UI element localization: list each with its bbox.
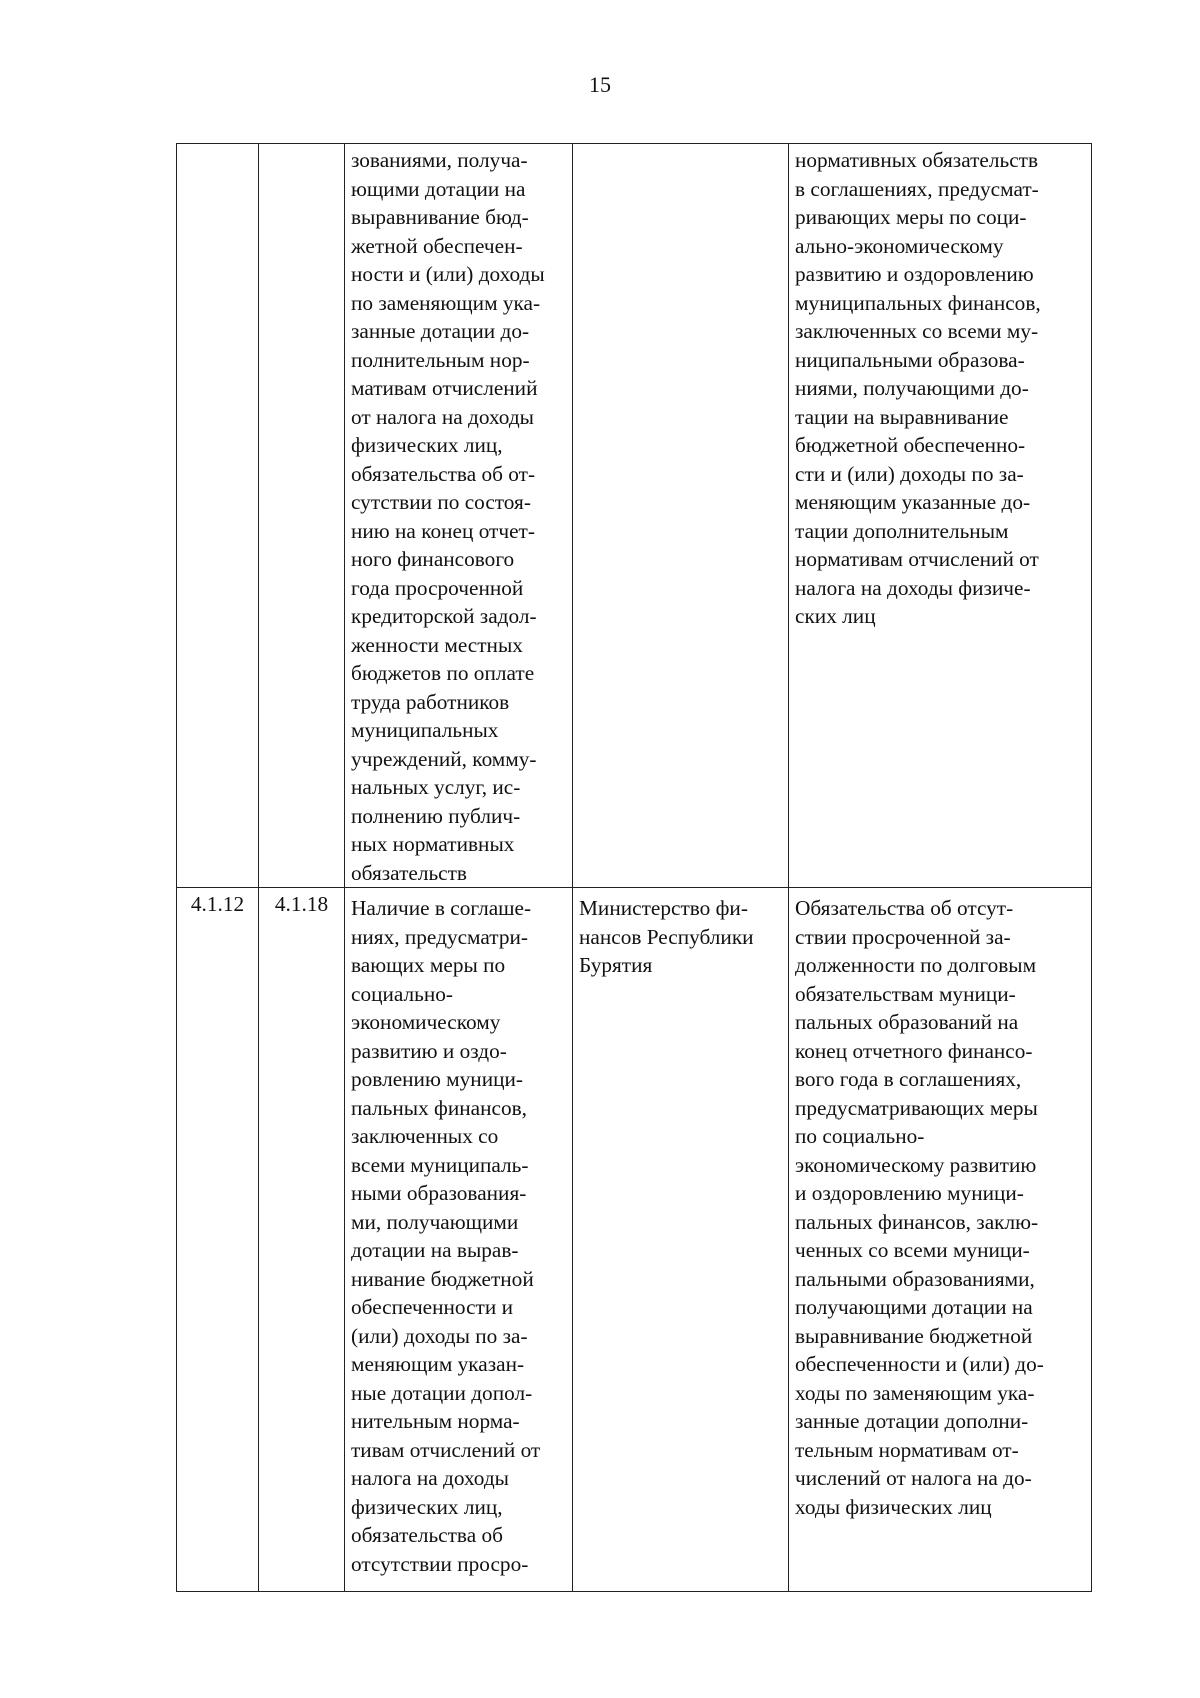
text-line: сутствии по состоя- bbox=[351, 490, 531, 514]
cell-ref-number: 4.1.18 bbox=[259, 888, 345, 1592]
text-line: вого года в соглашениях, bbox=[795, 1067, 1022, 1091]
text-line: полнению публич- bbox=[351, 803, 521, 828]
text-line: экономическому bbox=[351, 1010, 501, 1034]
text-line: обеспеченности и (или) до- bbox=[795, 1352, 1044, 1376]
text-line: ющими дотации на bbox=[351, 176, 526, 201]
text-line: ходы физических лиц bbox=[795, 1494, 992, 1519]
text-line: ствии просроченной за- bbox=[795, 924, 1011, 949]
text-line: в соглашениях, предусмат- bbox=[795, 176, 1039, 201]
text-line: меняющим указан- bbox=[351, 1352, 525, 1376]
text-line: муниципальных bbox=[351, 718, 499, 742]
text-line: нивание бюджетной bbox=[351, 1266, 534, 1291]
text-line: нительным норма- bbox=[351, 1409, 520, 1433]
text-line: дотации на вырав- bbox=[351, 1238, 519, 1262]
text-line: ные дотации допол- bbox=[351, 1380, 533, 1405]
text-line: Бурятия bbox=[579, 953, 653, 977]
cell-description bbox=[345, 144, 573, 888]
text-line: тации на выравнивание bbox=[795, 404, 1009, 429]
text-line: предусматривающих меры bbox=[795, 1095, 1038, 1120]
text-line: и оздоровлению муници- bbox=[795, 1181, 1024, 1205]
text-line: ми, получающими bbox=[351, 1209, 519, 1234]
text-line: пальными образованиями, bbox=[795, 1266, 1035, 1291]
cell-description bbox=[345, 888, 573, 1592]
table-row-4-1-12 bbox=[177, 888, 1092, 1592]
text-line: тивам отчислений от bbox=[351, 1437, 541, 1462]
text-line: ниями, получающими до- bbox=[795, 376, 1029, 400]
text-line: заключенных со всеми му- bbox=[795, 319, 1039, 343]
text-line: зованиями, получа- bbox=[351, 148, 528, 172]
text-line: меняющим указанные до- bbox=[795, 490, 1031, 514]
text-line: обязательства об от- bbox=[351, 461, 536, 486]
text-line: года просроченной bbox=[351, 575, 524, 600]
text-line: полнительным нор- bbox=[351, 347, 530, 372]
text-line: ности и (или) доходы bbox=[351, 262, 545, 286]
text-line: всеми муниципаль- bbox=[351, 1152, 529, 1177]
text-line: вающих меры по bbox=[351, 953, 506, 977]
text-line: ально-экономическому bbox=[795, 233, 1004, 258]
text-line: долженности по долговым bbox=[795, 953, 1037, 977]
text-line: Наличие в соглаше- bbox=[351, 896, 532, 920]
text-line: кредиторской задол- bbox=[351, 604, 537, 628]
text-line: выравнивание бюджетной bbox=[795, 1323, 1033, 1348]
text-line: Министерство фи- bbox=[579, 896, 748, 920]
text-line: физических лиц, bbox=[351, 1494, 503, 1519]
text-line: от налога на доходы bbox=[351, 404, 534, 429]
text-line: бюджетов по оплате bbox=[351, 661, 535, 685]
text-line: получающими дотации на bbox=[795, 1295, 1033, 1319]
text-line: нальных услуг, ис- bbox=[351, 775, 521, 799]
text-line: налога на доходы физиче- bbox=[795, 575, 1031, 600]
text-line: ниципальными образова- bbox=[795, 347, 1025, 372]
text-line: социально- bbox=[351, 981, 454, 1006]
text-line: ных нормативных bbox=[351, 832, 515, 856]
cell-indicator bbox=[789, 144, 1092, 888]
text-line: труда работников bbox=[351, 689, 510, 714]
text-line: развитию и оздо- bbox=[351, 1038, 507, 1063]
text-line: нормативных обязательств bbox=[795, 148, 1039, 172]
text-line: заключенных со bbox=[351, 1124, 499, 1148]
text-line: нию на конец отчет- bbox=[351, 518, 535, 543]
text-line: конец отчетного финансо- bbox=[795, 1038, 1033, 1063]
text-line: обеспеченности и bbox=[351, 1295, 513, 1319]
text-line: жетной обеспечен- bbox=[351, 233, 523, 258]
cell-item-number: 4.1.12 bbox=[177, 888, 259, 1592]
text-line: пальных финансов, заклю- bbox=[795, 1209, 1039, 1234]
page-number: 15 bbox=[589, 72, 611, 97]
text-line: налога на доходы bbox=[351, 1466, 509, 1490]
text-line: ного финансового bbox=[351, 547, 515, 571]
text-line: пальных образований на bbox=[795, 1010, 1019, 1034]
text-line: сти и (или) доходы по за- bbox=[795, 461, 1024, 486]
text-line: отсутствии просро- bbox=[351, 1551, 529, 1576]
cell-responsible bbox=[573, 888, 789, 1592]
text-line: (или) доходы по за- bbox=[351, 1323, 528, 1348]
table-body bbox=[177, 144, 1092, 1592]
text-line: ривающих меры по соци- bbox=[795, 205, 1027, 229]
text-line: ходы по заменяющим ука- bbox=[795, 1380, 1035, 1405]
text-line: экономическому развитию bbox=[795, 1152, 1037, 1177]
text-line: Обязательства об отсут- bbox=[795, 896, 1014, 920]
text-line: ровлению муници- bbox=[351, 1067, 523, 1091]
text-line: бюджетной обеспеченно- bbox=[795, 433, 1026, 457]
cell-item-number bbox=[177, 144, 259, 888]
cell-ref-number bbox=[259, 144, 345, 888]
text-line: числений от налога на до- bbox=[795, 1466, 1032, 1490]
text-line: муниципальных финансов, bbox=[795, 290, 1041, 315]
text-line: обязательств bbox=[351, 860, 467, 885]
text-line: тации дополнительным bbox=[795, 518, 1009, 543]
text-line: занные дотации до- bbox=[351, 319, 530, 343]
text-line: женности местных bbox=[351, 632, 523, 657]
text-line: обязательствам муници- bbox=[795, 981, 1016, 1006]
text-line: ниях, предусматри- bbox=[351, 924, 528, 949]
table-row-continuation bbox=[177, 144, 1092, 888]
text-line: нормативам отчислений от bbox=[795, 547, 1039, 571]
text-line: ченных со всеми муници- bbox=[795, 1238, 1030, 1262]
text-line: нансов Республики bbox=[579, 924, 754, 949]
measures-table bbox=[176, 143, 1092, 1592]
text-line: по социально- bbox=[795, 1124, 925, 1148]
text-line: физических лиц, bbox=[351, 433, 503, 457]
cell-responsible bbox=[573, 144, 789, 888]
text-line: обязательства об bbox=[351, 1523, 503, 1547]
text-line: выравнивание бюд- bbox=[351, 205, 529, 229]
text-line: учреждений, комму- bbox=[351, 746, 537, 771]
text-line: ными образования- bbox=[351, 1181, 527, 1205]
text-line: ских лиц bbox=[795, 604, 876, 628]
text-line: тельным нормативам от- bbox=[795, 1437, 1019, 1462]
text-line: занные дотации дополни- bbox=[795, 1409, 1029, 1433]
text-line: по заменяющим ука- bbox=[351, 290, 541, 315]
cell-indicator bbox=[789, 888, 1092, 1592]
text-line: пальных финансов, bbox=[351, 1095, 527, 1120]
text-line: развитию и оздоровлению bbox=[795, 262, 1034, 286]
text-line: мативам отчислений bbox=[351, 376, 538, 400]
